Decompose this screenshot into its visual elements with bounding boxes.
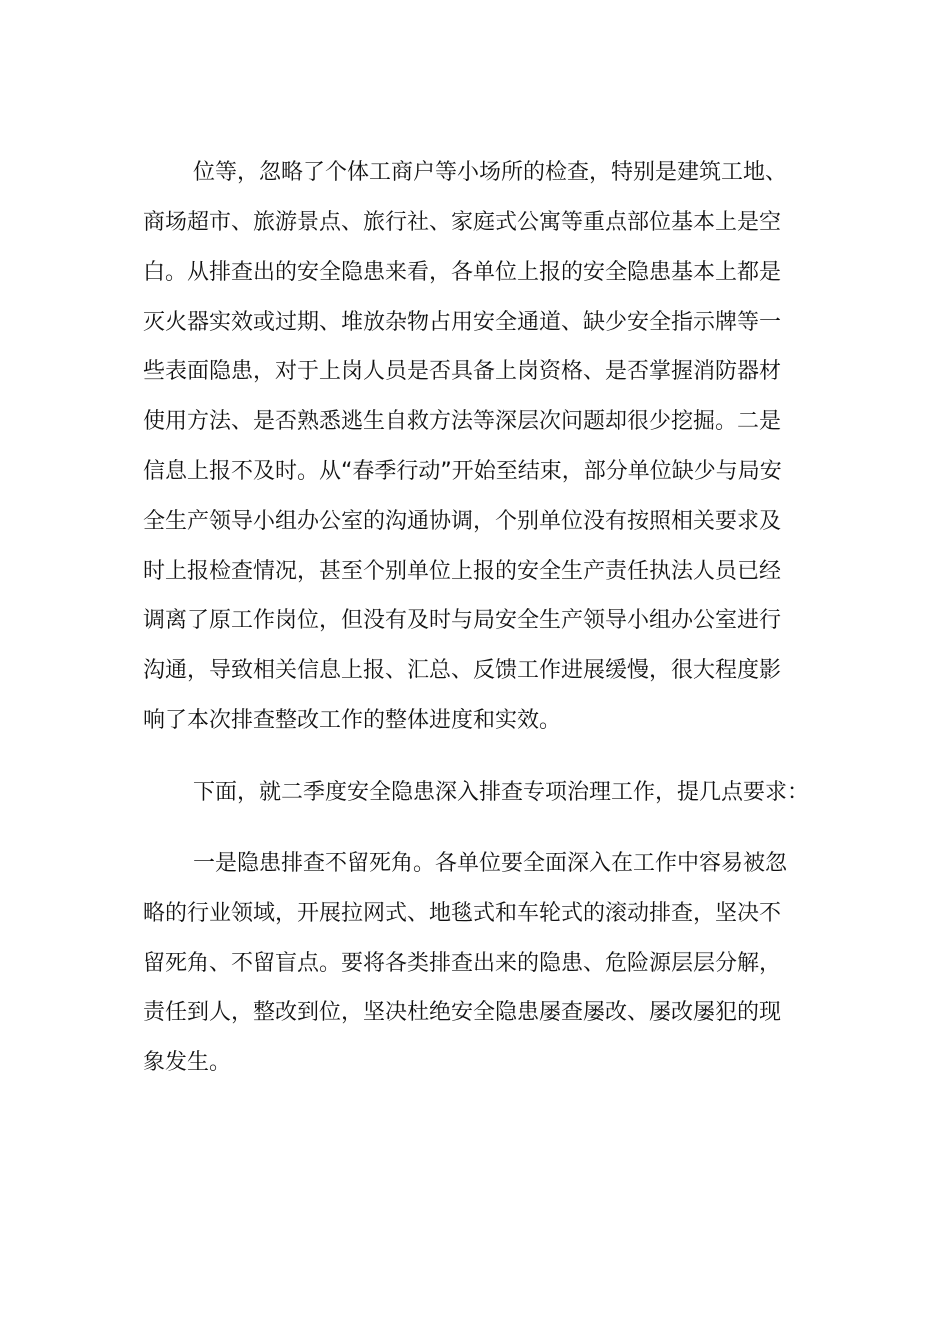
- paragraph-1-line-10: 调离了原工作岗位，但没有及时与局安全生产领导小组办公室进行: [143, 608, 782, 633]
- paragraph-3-line-1: 一是隐患排查不留死角。各单位要全面深入在工作中容易被忽: [193, 851, 788, 876]
- paragraph-1-line-4: 灭火器实效或过期、堆放杂物占用安全通道、缺少安全指示牌等一: [143, 310, 782, 335]
- paragraph-1-line-9: 时上报检查情况，甚至个别单位上报的安全生产责任执法人员已经: [143, 559, 782, 584]
- paragraph-3-line-5: 象发生。: [143, 1050, 232, 1075]
- paragraph-1-line-1: 位等，忽略了个体工商户等小场所的检查，特别是建筑工地、: [193, 160, 788, 185]
- paragraph-1-line-6: 使用方法、是否熟悉逃生自救方法等深层次问题却很少挖掘。二是: [143, 409, 782, 434]
- paragraph-1-line-8: 全生产领导小组办公室的沟通协调，个别单位没有按照相关要求及: [143, 509, 782, 534]
- paragraph-2-line-1: 下面，就二季度安全隐患深入排查专项治理工作，提几点要求：: [193, 780, 810, 805]
- paragraph-1-line-11: 沟通，导致相关信息上报、汇总、反馈工作进展缓慢，很大程度影: [143, 658, 782, 683]
- paragraph-1-line-2: 商场超市、旅游景点、旅行社、家庭式公寓等重点部位基本上是空: [143, 210, 782, 235]
- paragraph-3-line-3: 留死角、不留盲点。要将各类排查出来的隐患、危险源层层分解，: [143, 951, 782, 976]
- paragraph-1-line-7: 信息上报不及时。从“春季行动”开始至结束，部分单位缺少与局安: [143, 459, 782, 484]
- paragraph-3-line-4: 责任到人，整改到位，坚决杜绝安全隐患屡查屡改、屡改屡犯的现: [143, 1000, 782, 1025]
- paragraph-1-line-5: 些表面隐患，对于上岗人员是否具备上岗资格、是否掌握消防器材: [143, 359, 782, 384]
- paragraph-1-line-12: 响了本次排查整改工作的整体进度和实效。: [143, 708, 562, 733]
- paragraph-1-line-3: 白。从排查出的安全隐患来看，各单位上报的安全隐患基本上都是: [143, 260, 782, 285]
- paragraph-3-line-2: 略的行业领域，开展拉网式、地毯式和车轮式的滚动排查，坚决不: [143, 901, 782, 926]
